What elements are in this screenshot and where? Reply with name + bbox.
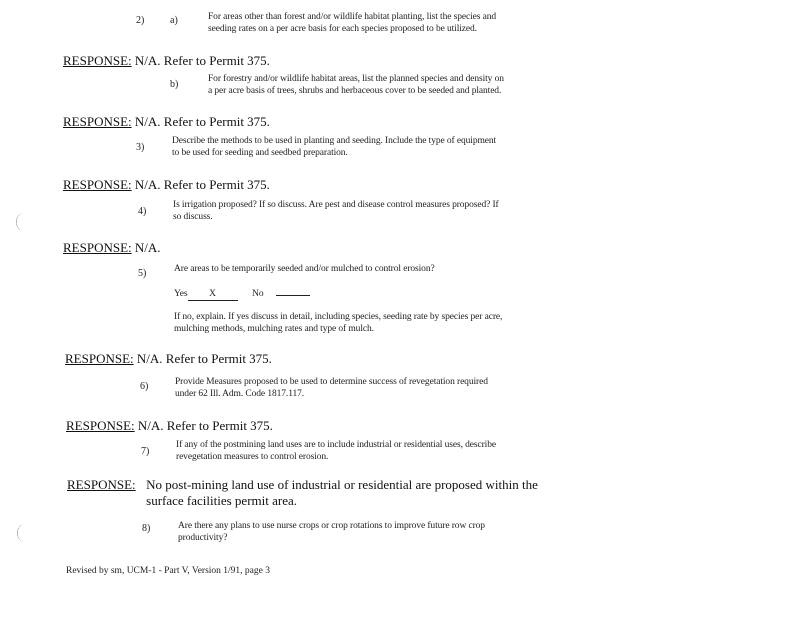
question-text [175, 376, 488, 400]
question-line: to be used for seeding and seedbed preparation. [172, 148, 348, 158]
response-text [146, 477, 538, 509]
response-label: RESPONSE: [63, 240, 132, 255]
response-block [63, 177, 270, 193]
question-followup [174, 311, 502, 335]
response-block [67, 477, 538, 509]
response-block [63, 240, 161, 256]
question-line: Are areas to be temporarily seeded and/or mulched to control erosion? [174, 264, 435, 274]
item-number: 5) [138, 268, 147, 279]
item-number: 7) [141, 446, 150, 457]
question-line: For forestry and/or wildlife habitat areas, list the planned species and density on [208, 74, 504, 84]
response-line: surface facilities permit area. [146, 493, 297, 508]
response-label: RESPONSE: [67, 477, 136, 492]
question-line: seeding rates on a per acre basis for each species proposed to be utilized. [208, 24, 477, 34]
response-text: N/A. Refer to Permit 375. [134, 53, 270, 68]
item-subletter: a) [170, 15, 178, 26]
question-text [178, 520, 485, 544]
no-label: No [252, 289, 264, 299]
response-text: N/A. Refer to Permit 375. [137, 418, 273, 433]
item-subletter: b) [170, 79, 179, 90]
response-label: RESPONSE: [63, 53, 132, 68]
response-text: N/A. Refer to Permit 375. [134, 177, 270, 192]
question-text [174, 263, 435, 275]
question-text [176, 439, 496, 463]
item-number: 2) [136, 15, 145, 26]
response-label: RESPONSE: [65, 351, 134, 366]
response-block [65, 351, 272, 367]
yes-answer-blank: X [188, 288, 238, 301]
question-text [173, 199, 499, 223]
hole-punch-mark [17, 524, 28, 542]
response-label: RESPONSE: [63, 114, 132, 129]
question-line: productivity? [178, 533, 228, 543]
question-line: For areas other than forest and/or wildlife habitat planting, list the species and [208, 12, 497, 22]
response-block [66, 418, 273, 434]
response-text: N/A. [134, 240, 161, 255]
yes-label: Yes [174, 289, 188, 299]
question-line: Describe the methods to be used in planting and seeding. Include the type of equipment [172, 136, 497, 146]
yes-no-row [174, 288, 310, 301]
response-label: RESPONSE: [66, 418, 135, 433]
question-line: If no, explain. If yes discuss in detail, including species, seeding rate by species per acre, [174, 312, 503, 322]
question-line: Are there any plans to use nurse crops or crop rotations to improve future row crop [178, 521, 485, 531]
question-line: mulching methods, mulching rates and type of mulch. [174, 324, 374, 334]
item-number: 6) [140, 381, 149, 392]
response-block [63, 53, 270, 69]
response-block [63, 114, 270, 130]
hole-punch-mark [16, 213, 27, 231]
item-number: 4) [138, 206, 147, 217]
response-label: RESPONSE: [63, 177, 132, 192]
response-line: No post-mining land use of industrial or residential are proposed within the [146, 477, 538, 492]
question-line: Provide Measures proposed to be used to determine success of revegetation required [175, 377, 488, 387]
question-line: a per acre basis of trees, shrubs and herbaceous cover to be seeded and planted. [208, 86, 502, 96]
question-line: revegetation measures to control erosion. [176, 452, 329, 462]
no-answer-blank [276, 295, 310, 296]
item-number: 3) [136, 142, 145, 153]
question-line: under 62 Ill. Adm. Code 1817.117. [175, 389, 305, 399]
question-text [172, 135, 496, 159]
response-text: N/A. Refer to Permit 375. [136, 351, 272, 366]
question-text [208, 11, 496, 35]
question-text [208, 73, 504, 97]
response-text: N/A. Refer to Permit 375. [134, 114, 270, 129]
question-line: If any of the postmining land uses are to include industrial or residential uses, describe [176, 440, 496, 450]
item-number: 8) [142, 523, 151, 534]
question-line: Is irrigation proposed? If so discuss. Are pest and disease control measures proposed? If [173, 200, 499, 210]
question-line: so discuss. [173, 212, 213, 222]
page-footer: Revised by sm, UCM-1 - Part V, Version 1/91, page 3 [66, 566, 270, 576]
